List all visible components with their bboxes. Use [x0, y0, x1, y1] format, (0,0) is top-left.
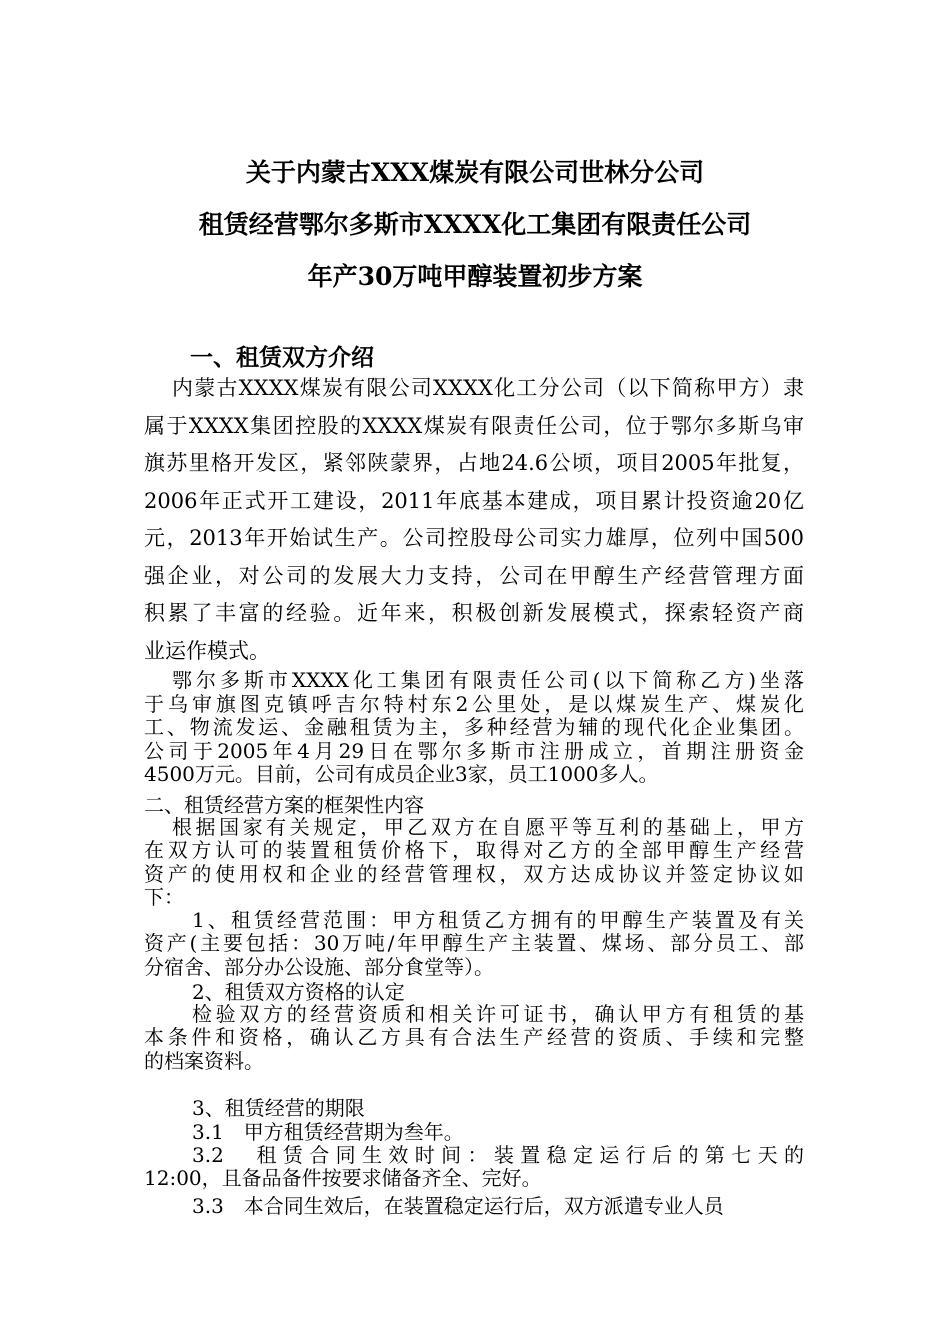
paragraph-framework-intro — [144, 816, 804, 909]
text-line: 4500万元。目前，公司有成员企业3家，员工1000多人。 — [144, 762, 659, 786]
title-line-2: 租赁经营鄂尔多斯市XXXX化工集团有限责任公司 — [198, 210, 752, 239]
text-line: 公司于2005年4月29日在鄂尔多斯市注册成立，首期注册资金 — [144, 738, 804, 763]
text-line: 资产的使用权和企业的经营管理权，双方达成协议并签定协议如 — [144, 861, 804, 886]
title-line-1: 关于内蒙古XXX煤炭有限公司世林分公司 — [245, 158, 705, 187]
text-line: 元，2013年开始试生产。公司控股母公司实力雄厚，位列中国500 — [144, 526, 804, 550]
text-line: 业运作模式。 — [144, 638, 270, 663]
section-heading-2: 二、租赁经营方案的框架性内容 — [144, 793, 424, 817]
title-line-3: 年产30万吨甲醇装置初步方案 — [307, 262, 643, 291]
text-line: 2006年正式开工建设，2011年底基本建成，项目累计投资逾20亿 — [144, 488, 804, 513]
text-line: 在双方认可的装置租赁价格下，取得对乙方的全部甲醇生产经营 — [144, 838, 804, 863]
section-heading-1: 一、租赁双方介绍 — [190, 344, 374, 371]
text-line: 强企业，对公司的发展大力支持，公司在甲醇生产经营管理方面 — [144, 563, 804, 588]
item-heading-term: 3、租赁经营的期限 — [192, 1096, 365, 1120]
item-qualification-text — [144, 1003, 804, 1073]
text-line: 根据国家有关规定，甲乙双方在自愿平等互利的基础上，甲方 — [172, 815, 804, 839]
text-line: 的档案资料。 — [144, 1048, 264, 1073]
item-lease-scope — [144, 909, 804, 979]
text-line: 积累了丰富的经验。近年来，积极创新发展模式，探索轻资产商 — [144, 601, 804, 625]
paragraph-party-a — [144, 370, 804, 670]
text-line: 鄂尔多斯市XXXX化工集团有限责任公司(以下简称乙方)坐落 — [172, 668, 804, 692]
text-line: 下： — [144, 884, 184, 909]
text-line: 分宿舍、部分办公设施、部分食堂等）。 — [144, 954, 494, 979]
text-line: 12:00，且备品备件按要求储备齐全、完好。 — [144, 1166, 542, 1191]
item-term-3-1: 3.1 甲方租赁经营期为叁年。 — [192, 1120, 464, 1144]
text-line: 检验双方的经营资质和相关许可证书，确认甲方有租赁的基 — [192, 1002, 804, 1026]
item-term-3-2 — [144, 1144, 804, 1191]
text-line: 工、物流发运、金融租赁为主，多种经营为辅的现代化企业集团。 — [144, 715, 804, 739]
text-line: 资产(主要包括：30万吨/年甲醇生产主装置、煤场、部分员工、部 — [144, 931, 804, 956]
text-line: 于乌审旗图克镇呼吉尔特村东2公里处，是以煤炭生产、煤炭化 — [144, 691, 804, 716]
text-line: 旗苏里格开发区，紧邻陕蒙界，占地24.6公顷，项目2005年批复， — [144, 451, 804, 475]
paragraph-party-b — [144, 669, 804, 787]
text-line: 3.2 租赁合同生效时间：装置稳定运行后的第七天的 — [192, 1143, 804, 1167]
item-heading-qualification: 2、租赁双方资格的认定 — [192, 980, 405, 1004]
text-line: 本条件和资格，确认乙方具有合法生产经营的资质、手续和完整 — [144, 1025, 804, 1050]
text-line: 1、租赁经营范围：甲方租赁乙方拥有的甲醇生产装置及有关 — [192, 908, 804, 932]
text-line: 属于XXXX集团控股的XXXX煤炭有限责任公司，位于鄂尔多斯乌审 — [144, 413, 804, 438]
text-line: 内蒙古XXXX煤炭有限公司XXXX化工分公司（以下简称甲方）隶 — [172, 376, 804, 400]
item-term-3-3: 3.3 本合同生效后，在装置稳定运行后，双方派遣专业人员 — [192, 1194, 724, 1218]
